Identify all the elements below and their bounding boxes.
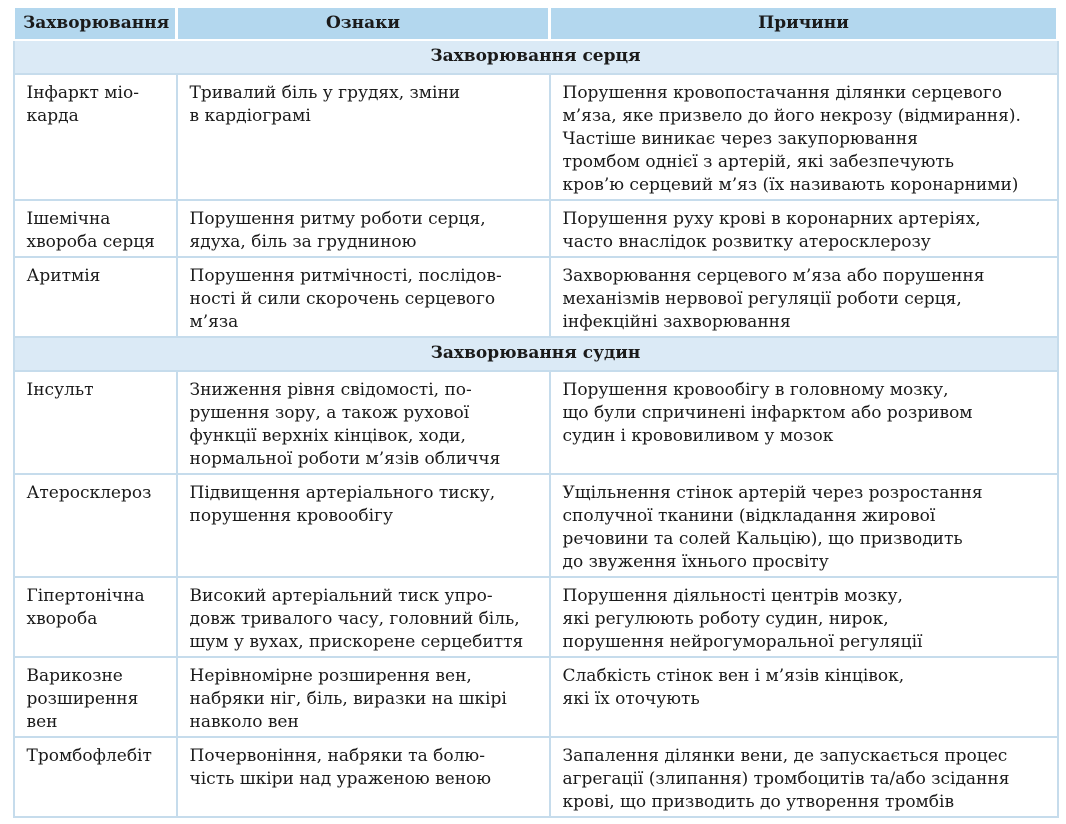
signs-cell: Нерівномірне розширення вен, набряки ніг, біль, виразки на шкірі навколо вен — [177, 657, 550, 737]
causes-cell: Слабкість стінок вен і м’язів кінцівок, які їх оточують — [550, 657, 1058, 737]
header-disease: Захворювання — [14, 8, 177, 40]
table-row — [14, 737, 1058, 817]
section-row — [14, 40, 1058, 74]
signs-cell: Порушення ритмічності, послідов- ності й сили скорочень серцевого м’яза — [177, 257, 550, 337]
header-causes: Причини — [550, 8, 1058, 40]
disease-table-container — [12, 8, 1056, 818]
signs-cell: Зниження рівня свідомості, по- рушення зору, а також рухової функції верхніх кінцівок, ходи, нормальної роботи м’язів обличчя — [177, 371, 550, 474]
table-row — [14, 657, 1058, 737]
signs-cell: Підвищення артеріального тиску, порушення кровообігу — [177, 474, 550, 577]
signs-cell: Почервоніння, набряки та болю- чість шкіри над ураженою веною — [177, 737, 550, 817]
table-row — [14, 200, 1058, 257]
disease-cell: Аритмія — [14, 257, 177, 337]
disease-cell: Атеросклероз — [14, 474, 177, 577]
disease-cell: Гіпертонічна хвороба — [14, 577, 177, 657]
table-row — [14, 577, 1058, 657]
section-row — [14, 337, 1058, 371]
section-title-vessels: Захворювання судин — [14, 337, 1058, 371]
causes-cell: Ущільнення стінок артерій через розростання сполучної тканини (відкладання жирової речовини та солей Кальцію), що призводить до звуження їхнього просвіту — [550, 474, 1058, 577]
header-row — [14, 8, 1058, 40]
disease-cell: Тромбофлебіт — [14, 737, 177, 817]
signs-cell: Тривалий біль у грудях, зміни в кардіограмі — [177, 74, 550, 200]
causes-cell: Порушення діяльності центрів мозку, які регулюють роботу судин, нирок, порушення нейрогуморальної регуляції — [550, 577, 1058, 657]
disease-cell: Інсульт — [14, 371, 177, 474]
section-title-heart: Захворювання серця — [14, 40, 1058, 74]
table-row — [14, 474, 1058, 577]
causes-cell: Порушення кровообігу в головному мозку, що були спричинені інфарктом або розривом судин і крововиливом у мозок — [550, 371, 1058, 474]
table-row — [14, 371, 1058, 474]
disease-cell: Інфаркт міо- карда — [14, 74, 177, 200]
disease-cell: Варикозне розширення вен — [14, 657, 177, 737]
causes-cell: Порушення кровопостачання ділянки серцевого м’яза, яке призвело до його некрозу (відмирання). Частіше виникає через закупорювання тромбом однієї з артерій, які забезпечують кров’ю серцевий м’яз (їх називають коронарними) — [550, 74, 1058, 200]
table-row — [14, 257, 1058, 337]
header-signs: Ознаки — [177, 8, 550, 40]
causes-cell: Захворювання серцевого м’яза або порушення механізмів нервової регуляції роботи серця, інфекційні захворювання — [550, 257, 1058, 337]
causes-cell: Запалення ділянки вени, де запускається процес агрегації (злипання) тромбоцитів та/або зсідання крові, що призводить до утворення тромбів — [550, 737, 1058, 817]
disease-cell: Ішемічна хвороба серця — [14, 200, 177, 257]
signs-cell: Порушення ритму роботи серця, ядуха, біль за грудниною — [177, 200, 550, 257]
causes-cell: Порушення руху крові в коронарних артеріях, часто внаслідок розвитку атеросклерозу — [550, 200, 1058, 257]
signs-cell: Високий артеріальний тиск упро- довж тривалого часу, головний біль, шум у вухах, прискорене серцебиття — [177, 577, 550, 657]
disease-table — [12, 8, 1059, 818]
table-row — [14, 74, 1058, 200]
